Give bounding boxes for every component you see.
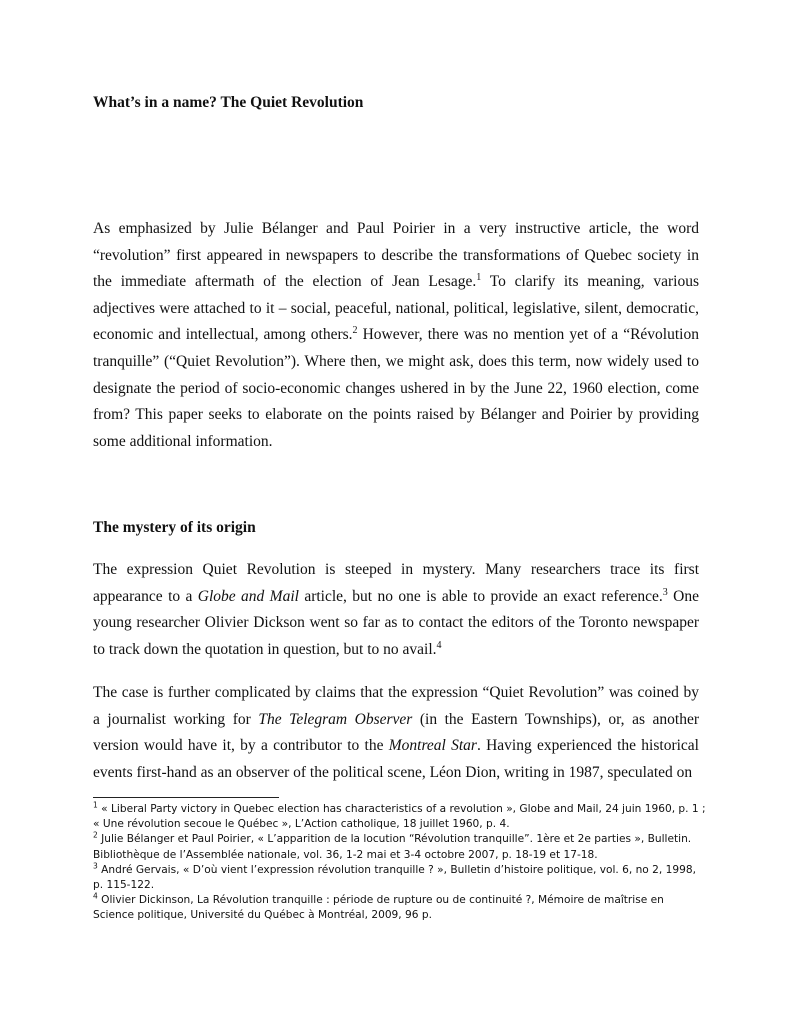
complication-text-c: . Having experienced the historical events first-hand as an observer of the political scene, Léon Dion, writing in 1987, speculated on <box>93 737 699 781</box>
footnote-text-2: Julie Bélanger et Paul Poirier, « L’apparition de la locution “Révolution tranquille”. 1ère et 2e parties », Bulletin. Bibliothèque de l’Assemblée nationale, vol. 36, 1-2 mai et 3-4 octobre 2007, p. 18-19 et 17-18. <box>93 833 692 861</box>
complication-text-a: The case is further complicated by claims that the expression “Quiet Revolution” was coined by a journalist working for <box>93 684 699 728</box>
footnote-2 <box>93 832 708 862</box>
mystery-text-b: article, but no one is able to provide an exact reference. <box>298 587 663 605</box>
footnote-ref-2: 2 <box>352 325 358 337</box>
document-title: What’s in a name? The Quiet Revolution <box>93 94 364 111</box>
globe-and-mail-italic: Globe and Mail <box>197 587 299 605</box>
montreal-star-italic: Montreal Star <box>388 737 477 755</box>
footnote-text-4: Olivier Dickinson, La Révolution tranquille : période de rupture ou de continuité ?, Mémoire de maîtrise en Science politique, Université du Québec à Montréal, 2009, 96 p. <box>93 894 664 922</box>
footnote-text-3: André Gervais, « D’où vient l’expression révolution tranquille ? », Bulletin d’histoire politique, vol. 6, no 2, 1998, p. 115-122. <box>93 863 696 892</box>
footnotes <box>93 802 708 924</box>
footnote-number-2: 2 <box>93 830 98 840</box>
footnote-1 <box>93 802 708 832</box>
section-heading: The mystery of its origin <box>93 519 256 536</box>
footnote-ref-3: 3 <box>662 586 668 598</box>
footnote-text-1: « Liberal Party victory in Quebec election has characteristics of a revolution », Globe and Mail, 24 juin 1960, p. 1 ; « Une révolution secoue le Québec », L’Action catholique, 18 juillet 1960, p. 4. <box>93 803 706 831</box>
footnote-number-1: 1 <box>93 800 98 810</box>
telegram-observer-italic: The Telegram Observer <box>258 710 413 728</box>
footnote-ref-1: 1 <box>476 272 482 284</box>
intro-text-a: As emphasized by Julie Bélanger and Paul Poirier in a very instructive article, the word “revolution” first appeared in newspapers to describe the transformations of Quebec society in the immediate aftermath of the election of Jean Lesage. <box>93 220 699 291</box>
footnote-number-3: 3 <box>93 861 98 871</box>
mystery-text-c: One young researcher Olivier Dickson went so far as to contact the editors of the Toronto newspaper to track down the quotation in question, but to no avail. <box>93 587 699 658</box>
complication-text-b: (in the Eastern Townships), or, as another version would have it, by a contributor to the <box>93 710 699 755</box>
mystery-text-a: The expression Quiet Revolution is steeped in mystery. Many researchers trace its first appearance to a <box>93 561 699 605</box>
mystery-paragraph <box>93 557 699 663</box>
complication-paragraph <box>93 680 699 786</box>
footnote-4 <box>93 893 708 923</box>
intro-text-c: However, there was no mention yet of a “Révolution tranquille” (“Quiet Revolution”). Where then, we might ask, does this term, now widely used to designate the period of socio-economic changes ushered in by the June 22, 1960 election, come from? This paper seeks to elaborate on the points raised by Bélanger and Poirier by providing some additional information. <box>93 326 699 450</box>
footnote-separator <box>93 797 279 798</box>
intro-paragraph <box>93 216 699 455</box>
footnote-ref-4: 4 <box>436 639 442 651</box>
footnote-number-4: 4 <box>93 891 98 901</box>
footnote-3 <box>93 863 708 893</box>
intro-text-b: To clarify its meaning, various adjectives were attached to it – social, peaceful, national, political, legislative, silent, democratic, economic and intellectual, among others. <box>93 273 699 344</box>
